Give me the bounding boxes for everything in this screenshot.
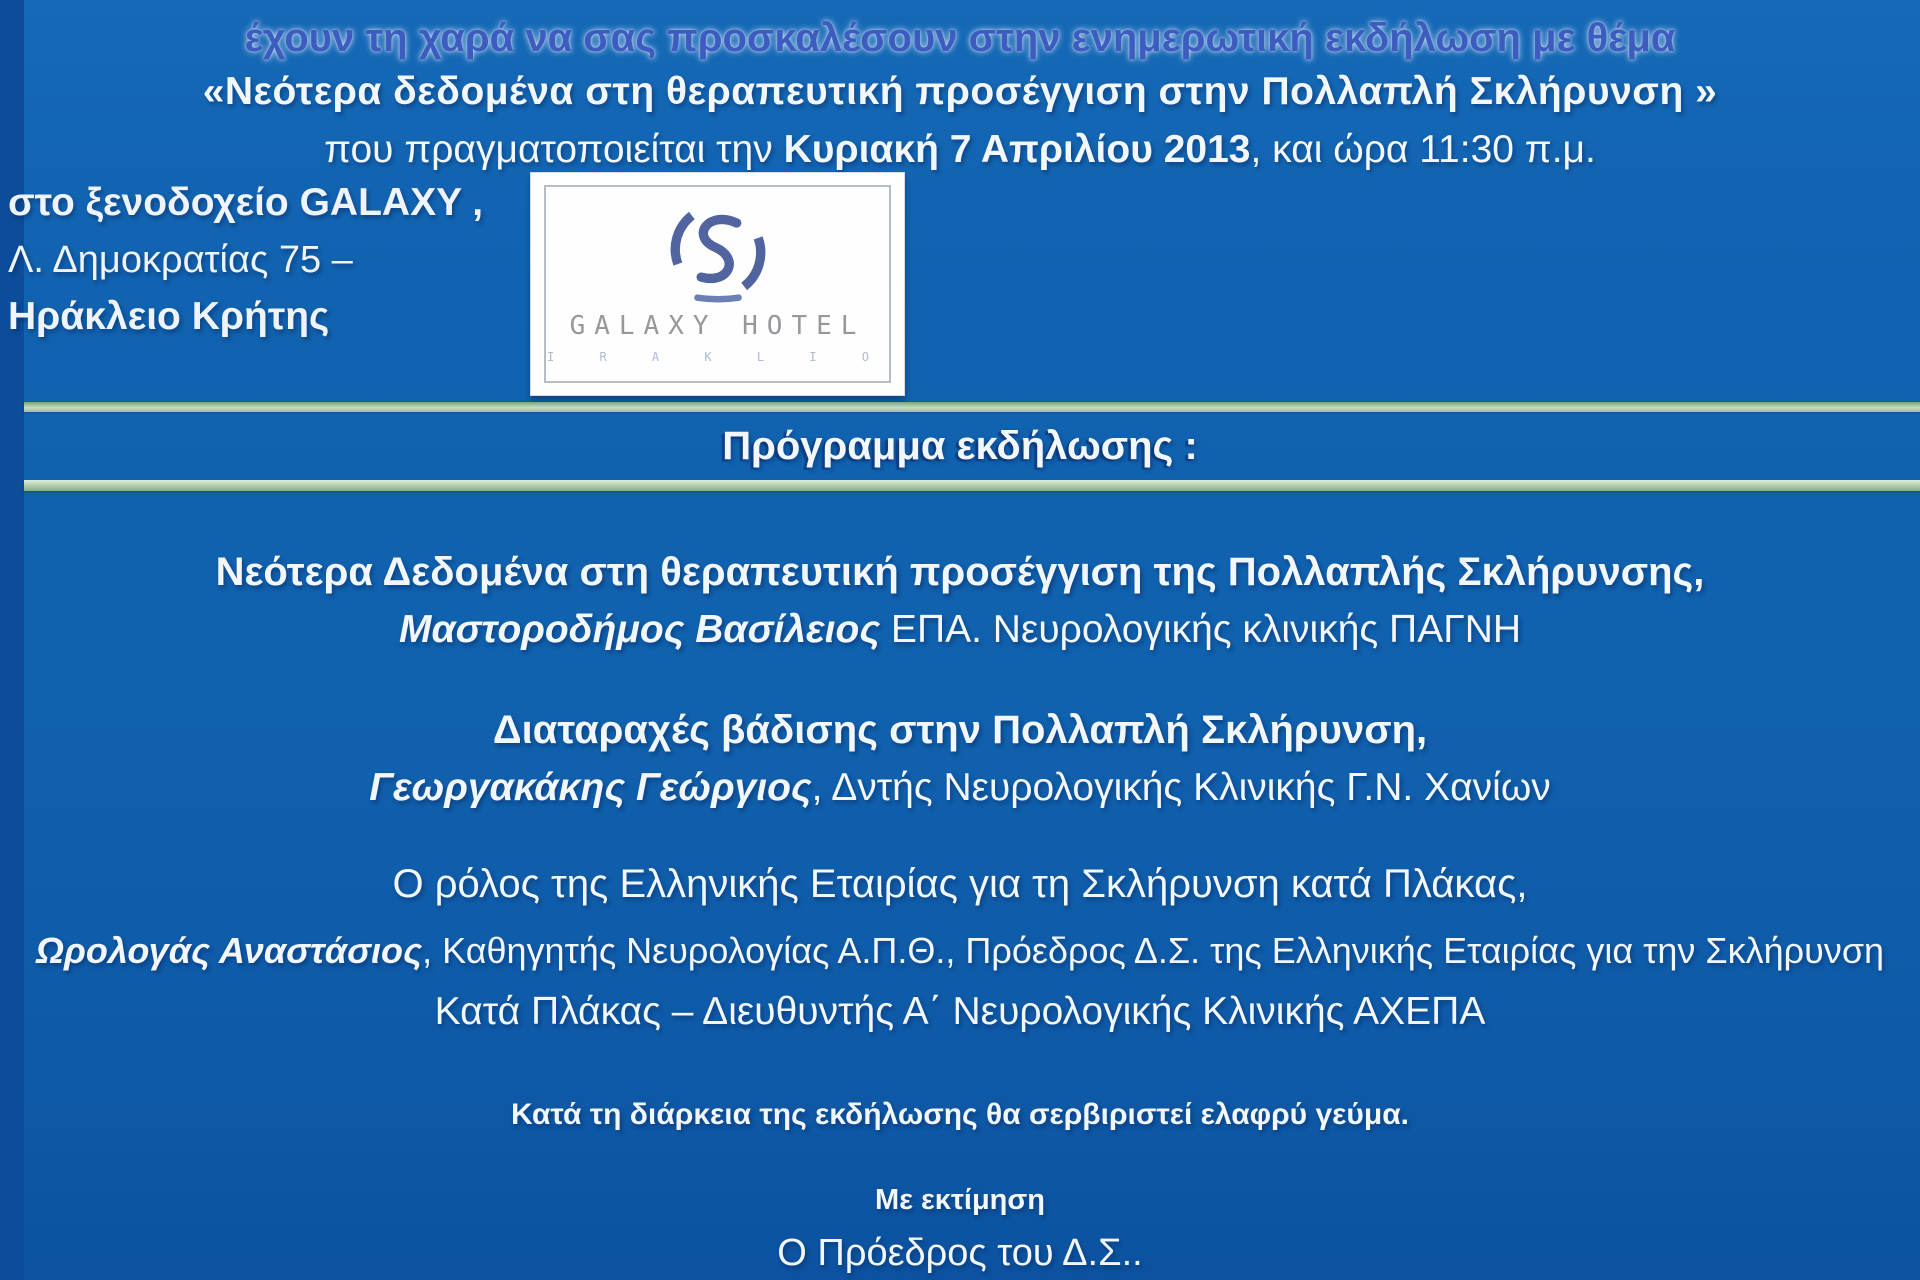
program-heading: Πρόγραμμα εκδήλωσης : [722,424,1198,468]
intro-line: έχουν τη χαρά να σας προσκαλέσουν στην ενημερωτική εκδήλωση με θέμα [244,16,1676,60]
galaxy-hotel-logo-box [530,172,905,396]
datetime-prefix: που πραγματοποιείται την [324,128,784,171]
program-item-title: Νεότερα Δεδομένα στη θεραπευτική προσέγγιση της Πολλαπλής Σκλήρυνσης, [215,550,1705,594]
venue-suffix: , [461,181,484,224]
venue-prefix: στο [8,181,86,224]
program-item-speaker [0,608,1920,652]
speaker-affiliation: , Καθηγητής Νευρολογίας Α.Π.Θ., Πρόεδρος Δ.Σ. της Ελληνικής Εταιρίας για την Σκλήρυνση [422,930,1885,971]
program-item-speaker [0,766,1920,810]
regards-line: Με εκτίμηση [875,1184,1045,1216]
venue-hotel-name: ξενοδοχείο GALAXY [85,181,462,224]
galaxy-swirl-icon [662,195,774,307]
speaker-name: Γεωργακάκης Γεώργιος [369,766,812,809]
program-item-title: Ο ρόλος της Ελληνικής Εταιρίας για τη Σκλήρυνση κατά Πλάκας, [392,862,1528,906]
venue-address: Λ. Δημοκρατίας 75 – [8,239,353,281]
program-item-speaker-continued: Κατά Πλάκας – Διευθυντής Α΄ Νευρολογικής Κλινικής ΑΧΕΠΑ [434,990,1486,1033]
speaker-affiliation: , Δντής Νευρολογικής Κλινικής Γ.Ν. Χανίων [811,766,1551,809]
hotel-logo-name: GALAXY HOTEL [569,311,866,341]
venue-block [8,183,483,336]
speaker-affiliation: ΕΠΑ. Νευρολογικής κλινικής ΠΑΓΝΗ [880,608,1522,651]
datetime-bold: Κυριακή 7 Απριλίου 2013 [783,128,1251,171]
program-item-speaker [0,930,1920,972]
event-datetime [0,128,1920,172]
program-item-title: Διαταραχές βάδισης στην Πολλαπλή Σκλήρυνση, [492,708,1428,752]
galaxy-hotel-logo-frame [544,185,891,383]
speaker-name: Ωρολογάς Αναστάσιος [35,930,423,971]
venue-city: Ηράκλειο Κρήτης [8,295,330,338]
hotel-logo-subtitle: I R A K L I O [547,350,888,364]
signature-line: Ο Πρόεδρος του Δ.Σ.. [777,1232,1143,1274]
divider-bottom [24,480,1920,491]
event-title: «Νεότερα δεδομένα στη θεραπευτική προσέγγιση στην Πολλαπλή Σκλήρυνση » [202,70,1718,113]
meal-note: Κατά τη διάρκεια της εκδήλωσης θα σερβιριστεί ελαφρύ γεύμα. [511,1098,1409,1131]
datetime-suffix: , και ώρα 11:30 π.μ. [1250,128,1596,171]
divider-top [24,402,1920,412]
venue-hotel-line [8,183,483,222]
speaker-name: Μαστοροδήμος Βασίλειος [398,608,881,651]
